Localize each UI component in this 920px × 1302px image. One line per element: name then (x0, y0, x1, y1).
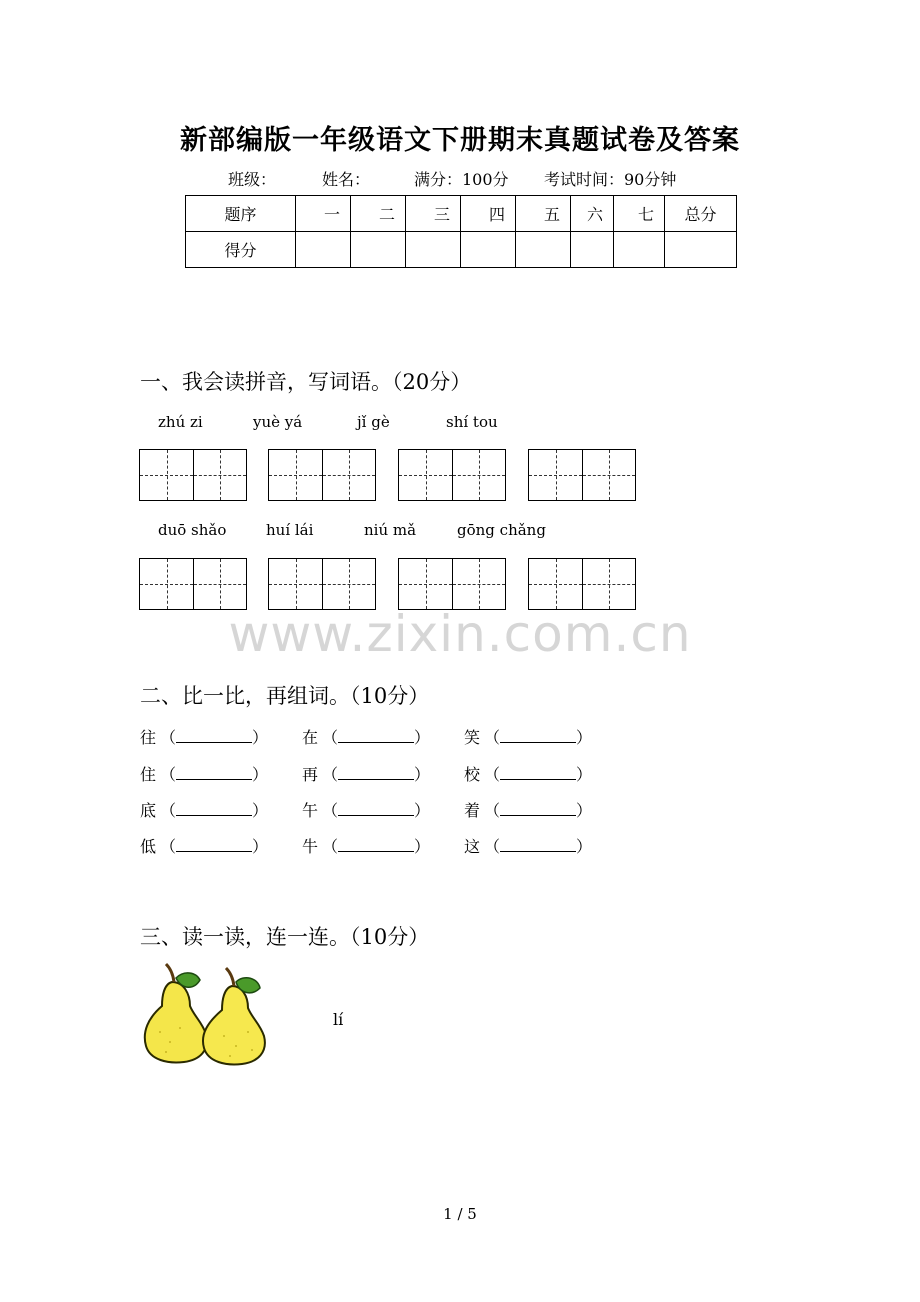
compare-char: 在 (302, 728, 319, 747)
open-paren: （ (322, 837, 339, 856)
writing-cell[interactable] (529, 559, 582, 609)
compare-char: 这 (464, 837, 481, 856)
answer-blank[interactable] (500, 765, 576, 780)
pinyin-label: yuè yá (253, 413, 303, 431)
writing-cell[interactable] (269, 450, 322, 500)
compare-char: 校 (464, 765, 481, 784)
compare-char: 午 (302, 801, 319, 820)
pear-icon (140, 962, 268, 1066)
open-paren: （ (160, 837, 177, 856)
watermark: www.zixin.com.cn (228, 605, 692, 663)
writing-cell[interactable] (140, 559, 193, 609)
score-input-cell[interactable] (665, 232, 737, 268)
header-cell: 二 (351, 196, 406, 232)
header-cell: 总分 (665, 196, 737, 232)
writing-cell[interactable] (582, 450, 635, 500)
answer-blank[interactable] (176, 765, 252, 780)
compare-item (140, 762, 268, 785)
open-paren: （ (484, 728, 501, 747)
writing-cell[interactable] (529, 450, 582, 500)
writing-cell[interactable] (193, 559, 246, 609)
header-cell: 四 (461, 196, 516, 232)
close-paren: ） (576, 728, 593, 747)
close-paren: ） (252, 837, 269, 856)
open-paren: （ (484, 837, 501, 856)
section3-title: 三、读一读，连一连。（10分） (140, 925, 430, 949)
compare-item (140, 725, 268, 748)
answer-blank[interactable] (500, 837, 576, 852)
writing-cell[interactable] (399, 450, 452, 500)
compare-item (140, 834, 268, 857)
writing-cell[interactable] (269, 559, 322, 609)
compare-item (464, 834, 592, 857)
open-paren: （ (160, 728, 177, 747)
compare-char: 再 (302, 765, 319, 784)
open-paren: （ (484, 801, 501, 820)
writing-cell[interactable] (582, 559, 635, 609)
writing-cell[interactable] (399, 559, 452, 609)
compare-char: 低 (140, 837, 157, 856)
close-paren: ） (576, 765, 593, 784)
close-paren: ） (252, 765, 269, 784)
writing-grid[interactable] (139, 558, 247, 610)
open-paren: （ (322, 801, 339, 820)
compare-char: 住 (140, 765, 157, 784)
writing-grid[interactable] (268, 449, 376, 501)
compare-item (464, 798, 592, 821)
close-paren: ） (576, 837, 593, 856)
close-paren: ） (576, 801, 593, 820)
pinyin-label: jǐ gè (357, 413, 390, 431)
close-paren: ） (414, 837, 431, 856)
answer-blank[interactable] (176, 837, 252, 852)
score-input-cell[interactable] (614, 232, 665, 268)
compare-char: 牛 (302, 837, 319, 856)
writing-cell[interactable] (322, 559, 375, 609)
answer-blank[interactable] (500, 728, 576, 743)
pinyin-label: zhú zi (158, 413, 203, 431)
answer-blank[interactable] (338, 837, 414, 852)
score-table-header-row (186, 196, 737, 232)
writing-cell[interactable] (452, 559, 505, 609)
answer-blank[interactable] (338, 728, 414, 743)
open-paren: （ (484, 765, 501, 784)
writing-grid[interactable] (398, 449, 506, 501)
score-input-cell[interactable] (351, 232, 406, 268)
full-score-label: 满分：100分 (414, 170, 509, 189)
answer-blank[interactable] (338, 765, 414, 780)
header-cell: 一 (296, 196, 351, 232)
compare-char: 着 (464, 801, 481, 820)
open-paren: （ (322, 765, 339, 784)
header-cell: 五 (516, 196, 571, 232)
compare-item (302, 762, 430, 785)
pinyin-label: niú mǎ (364, 521, 417, 539)
pinyin-label: lí (333, 1010, 344, 1029)
open-paren: （ (322, 728, 339, 747)
section2-title: 二、比一比，再组词。（10分） (140, 684, 430, 708)
open-paren: （ (160, 801, 177, 820)
compare-item (302, 834, 430, 857)
compare-char: 底 (140, 801, 157, 820)
close-paren: ） (252, 728, 269, 747)
compare-item (464, 762, 592, 785)
page-title: 新部编版一年级语文下册期末真题试卷及答案 (180, 125, 740, 156)
pinyin-label: gōng chǎng (457, 521, 546, 539)
header-cell: 六 (571, 196, 614, 232)
close-paren: ） (414, 801, 431, 820)
answer-blank[interactable] (176, 728, 252, 743)
header-cell: 七 (614, 196, 665, 232)
writing-grid[interactable] (528, 558, 636, 610)
writing-grid[interactable] (398, 558, 506, 610)
exam-info-row (0, 167, 920, 191)
score-table (185, 195, 737, 268)
score-input-cell[interactable] (296, 232, 351, 268)
writing-cell[interactable] (322, 450, 375, 500)
exam-time-label: 考试时间：90分钟 (544, 170, 677, 189)
score-table-score-row (186, 232, 737, 268)
score-input-cell[interactable] (516, 232, 571, 268)
close-paren: ） (414, 728, 431, 747)
score-input-cell[interactable] (571, 232, 614, 268)
writing-grid[interactable] (139, 449, 247, 501)
compare-item (140, 798, 268, 821)
class-label: 班级： (228, 170, 277, 189)
pinyin-label: duō shǎo (158, 521, 227, 539)
answer-blank[interactable] (500, 801, 576, 816)
writing-cell[interactable] (140, 450, 193, 500)
close-paren: ） (414, 765, 431, 784)
pinyin-label: shí tou (446, 413, 498, 431)
pinyin-label: huí lái (266, 521, 314, 539)
writing-cell[interactable] (193, 450, 246, 500)
close-paren: ） (252, 801, 269, 820)
score-input-cell[interactable] (406, 232, 461, 268)
header-cell: 题序 (186, 196, 296, 232)
score-input-cell[interactable] (461, 232, 516, 268)
answer-blank[interactable] (338, 801, 414, 816)
compare-char: 往 (140, 728, 157, 747)
writing-cell[interactable] (452, 450, 505, 500)
compare-item (464, 725, 592, 748)
name-label: 姓名： (322, 170, 371, 189)
writing-grid[interactable] (528, 449, 636, 501)
answer-blank[interactable] (176, 801, 252, 816)
open-paren: （ (160, 765, 177, 784)
header-cell: 三 (406, 196, 461, 232)
compare-item (302, 725, 430, 748)
score-row-label: 得分 (186, 232, 296, 268)
section1-title: 一、我会读拼音，写词语。（20分） (140, 370, 472, 394)
compare-char: 笑 (464, 728, 481, 747)
compare-item (302, 798, 430, 821)
page-number: 1 / 5 (443, 1205, 477, 1223)
writing-grid[interactable] (268, 558, 376, 610)
